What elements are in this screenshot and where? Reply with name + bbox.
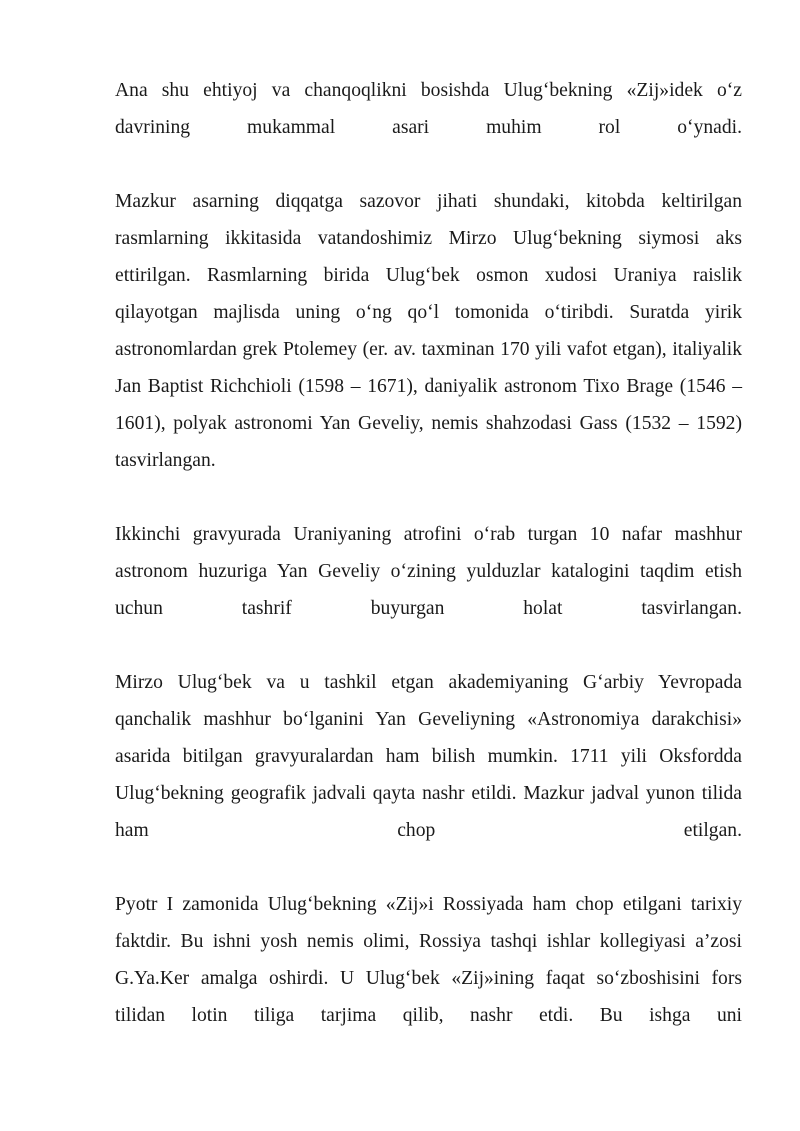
paragraph-5: Pyotr I zamonida Ulug‘bekning «Zij»i Rossiyada ham chop etilgani tarixiy faktdir. Bu ishni yosh nemis olimi, Rossiya tashqi ishlar kollegiyasi a’zosi G.Ya.Ker amalga oshirdi. U Ulug‘bek «Zij»ining faqat so‘zboshisini fors tilidan lotin tiliga tarjima qilib, nashr etdi. Bu ishga uni bbox=[115, 894, 742, 1026]
document-body bbox=[115, 72, 742, 1071]
paragraph-1: Ana shu ehtiyoj va chanqoqlikni bosishda Ulug‘bekning «Zij»idek o‘z davrining mukammal asari muhim rol o‘ynadi. bbox=[115, 80, 742, 138]
paragraph-2: Mazkur asarning diqqatga sazovor jihati shundaki, kitobda keltirilgan rasmlarning ikkitasida vatandoshimiz Mirzo Ulug‘bekning siymosi aks ettirilgan. Rasmlarning birida Ulug‘bek osmon xudosi Uraniya raislik qilayotgan majlisda uning o‘ng qo‘l tomonida o‘tiribdi. Suratda yirik astronomlardan grek Ptolemey (er. av. taxminan 170 yili vafot etgan), italiyalik Jan Baptist Richchioli (1598 – 1671), daniyalik astronom Tixo Brage (1546 – 1601), polyak astronomi Yan Geveliy, nemis shahzodasi Gass (1532 – 1592) tasvirlangan. bbox=[115, 191, 742, 471]
paragraph-4: Mirzo Ulug‘bek va u tashkil etgan akademiyaning G‘arbiy Yevropada qanchalik mashhur bo‘lganini Yan Geveliyning «Astronomiya darakchisi» asarida bitilgan gravyuralardan ham bilish mumkin. 1711 yili Oksfordda Ulug‘bekning geografik jadvali qayta nashr etildi. Mazkur jadval yunon tilida ham chop etilgan. bbox=[115, 672, 742, 841]
paragraph-3: Ikkinchi gravyurada Uraniyaning atrofini o‘rab turgan 10 nafar mashhur astronom huzuriga Yan Geveliy o‘zining yulduzlar katalogini taqdim etish uchun tashrif buyurgan holat tasvirlangan. bbox=[115, 524, 742, 619]
